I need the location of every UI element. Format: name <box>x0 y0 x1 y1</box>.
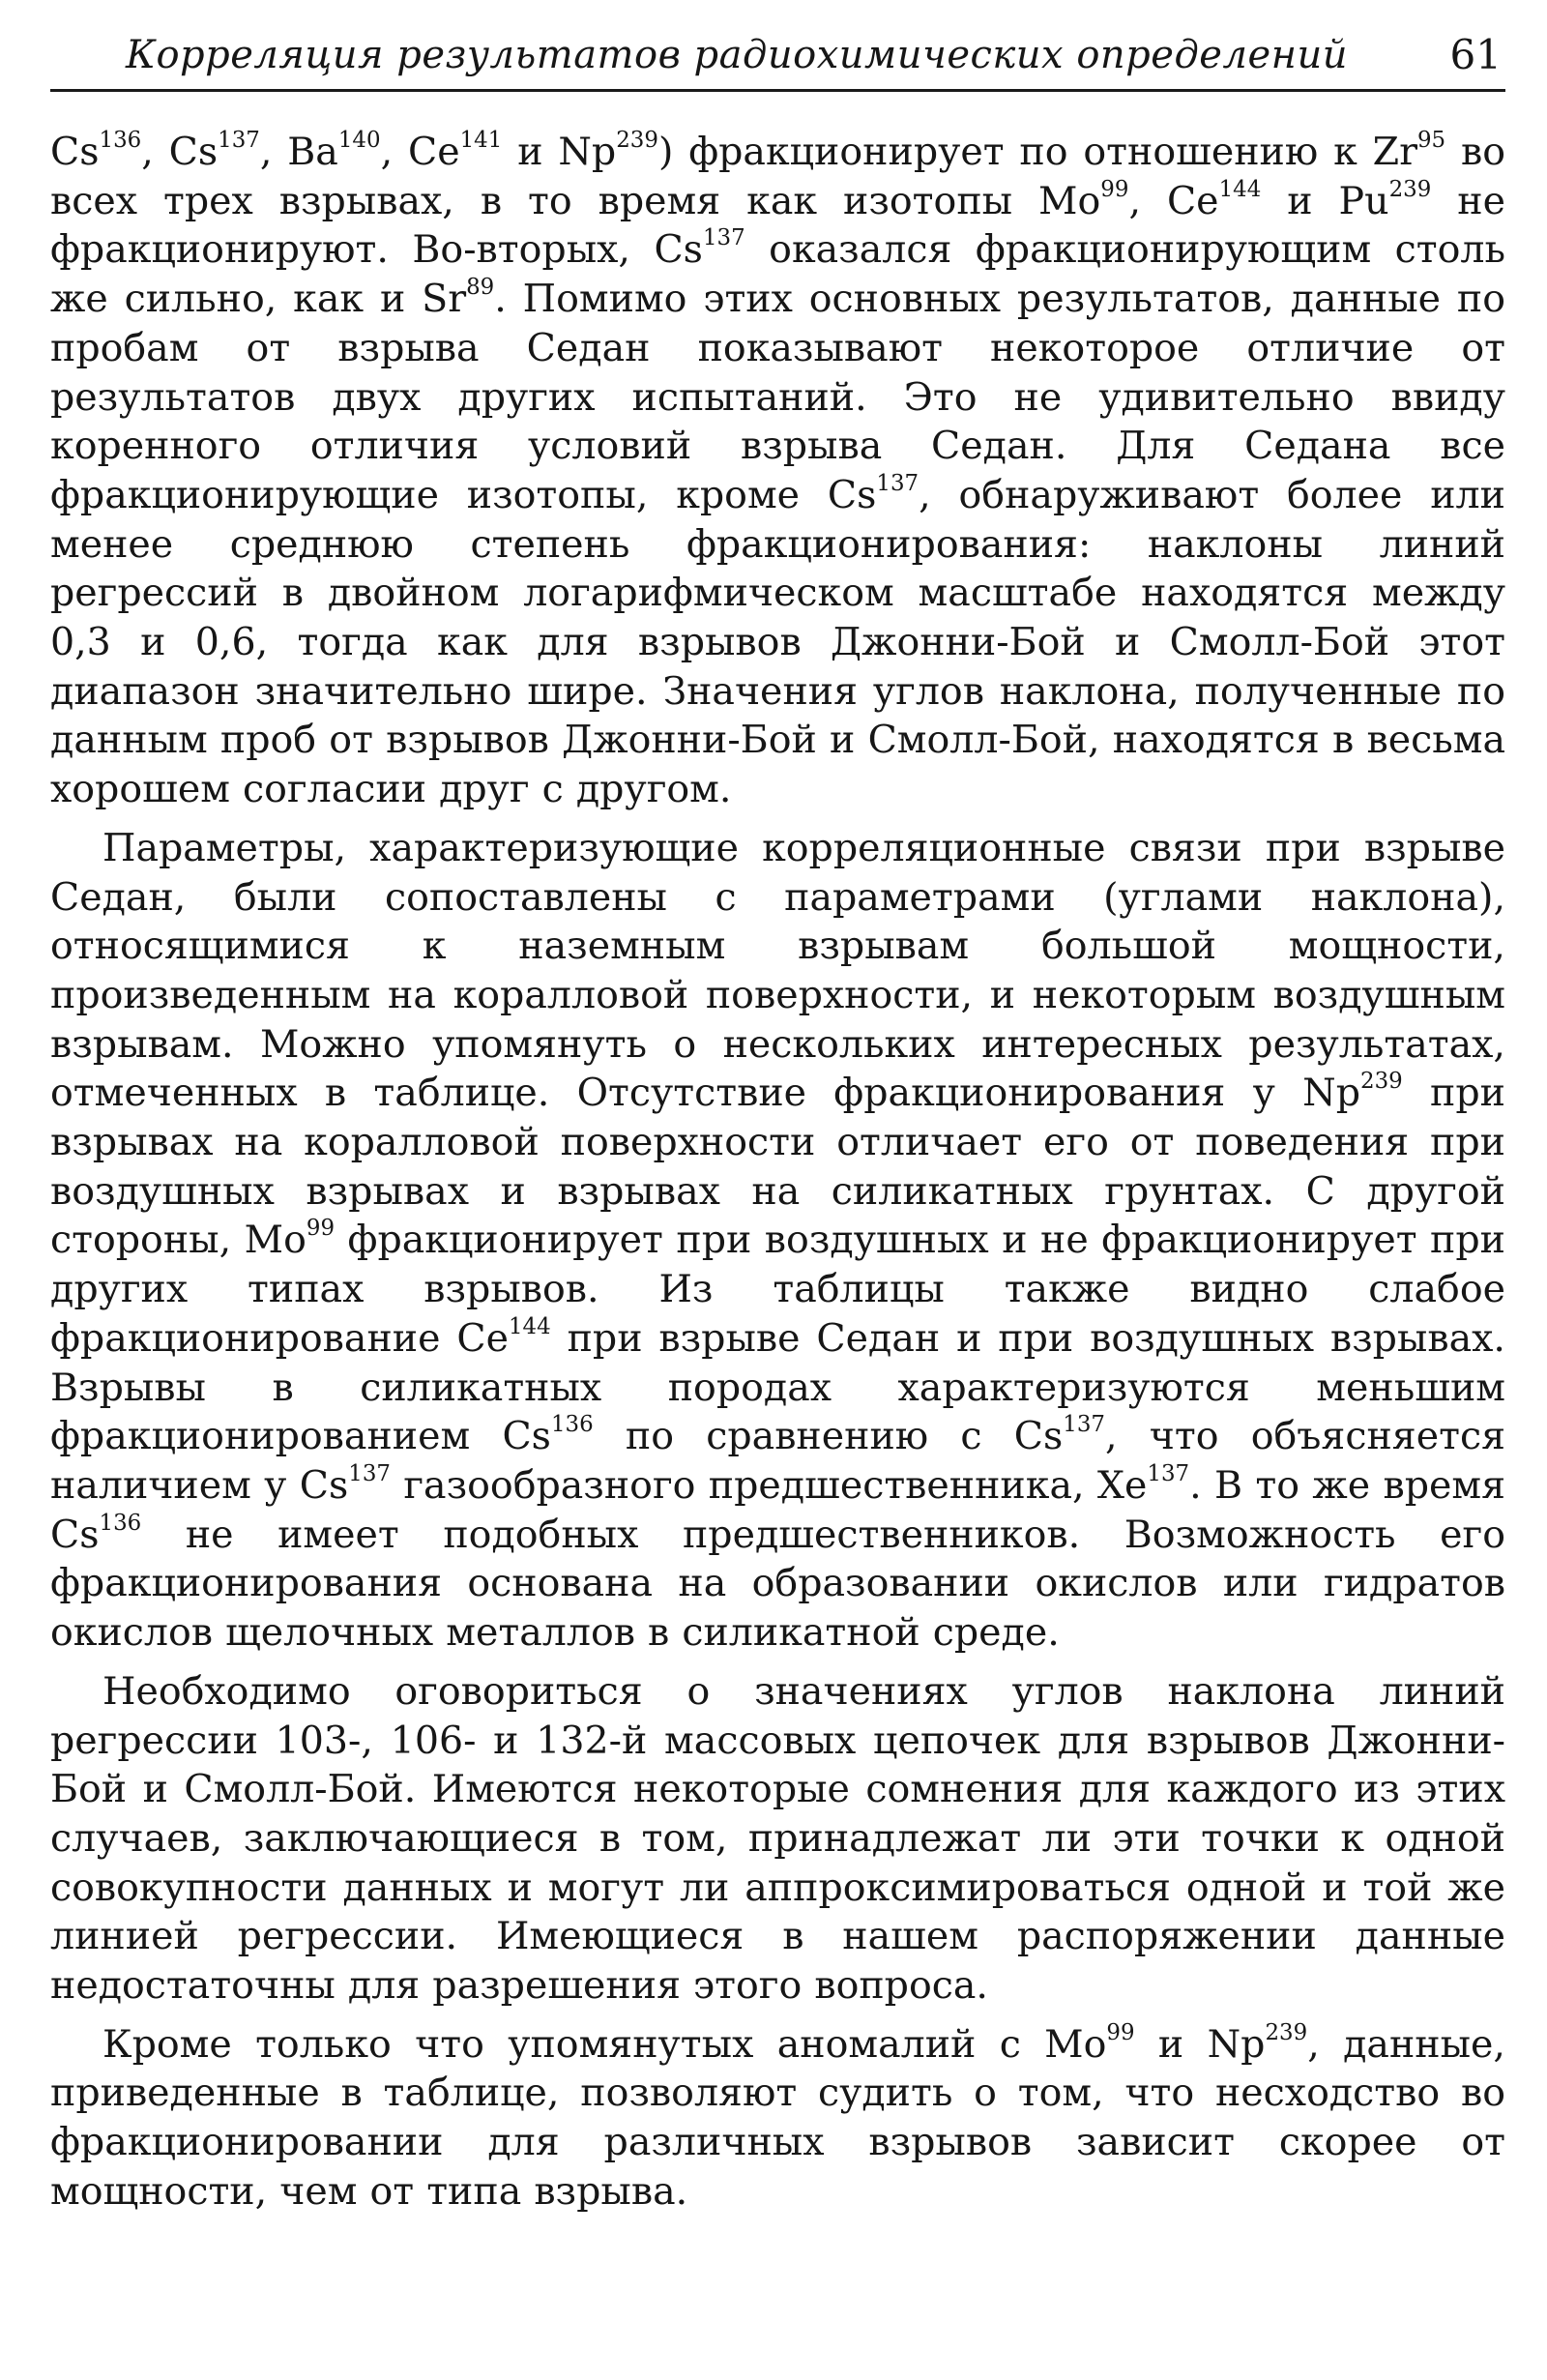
isotope-mass-number: 239 <box>1388 176 1432 202</box>
text-run: , что объясняется наличием у Cs <box>50 1414 1505 1508</box>
isotope-mass-number: 140 <box>337 128 381 154</box>
isotope-mass-number: 144 <box>508 1314 551 1340</box>
text-run: . Помимо этих основных результатов, данные по пробам от взрыва Седан показывают некоторое отличие от результатов двух других испытаний. Это не удивительно ввиду коренного отличия условий взрыва Седан. Для Седана все фракционирующие изотопы, кроме Cs <box>50 277 1505 517</box>
text-run: Необходимо оговориться о значениях углов наклона линий регрессии 103-, 106- и 132-й массовых цепочек для взрывов Джонни-Бой и Смолл-Бой. Имеются некоторые сомнения для каждого из этих случаев, заключающиеся в том, принадлежат ли эти точки к одной совокупности данных и могут ли аппроксимироваться одной и той же линией регрессии. Имеющиеся в нашем распоряжении данные недостаточны для разрешения этого вопроса. <box>50 1668 1505 2009</box>
isotope-mass-number: 137 <box>702 225 745 251</box>
text-run: , данные, приведенные в таблице, позволяют судить о том, что несходство во фракционировании для различных взрывов зависит скорее от мощности, чем от типа взрыва. <box>50 2021 1505 2214</box>
text-run: и Pu <box>1261 178 1389 223</box>
isotope-mass-number: 136 <box>99 1510 142 1536</box>
text-run: не фракционируют. Во-вторых, Cs <box>50 178 1505 273</box>
text-run: фракционирует при воздушных и не фракционирует при других типах взрывов. Из таблицы также видно слабое фракционирование Ce <box>50 1218 1505 1361</box>
isotope-mass-number: 99 <box>1106 2019 1135 2045</box>
text-run: при взрывах на коралловой поверхности отличает его от поведения при воздушных взрывах и взрывах на силикатных грунтах. С другой стороны, Mo <box>50 1071 1505 1263</box>
text-run: и Np <box>1134 2021 1266 2067</box>
isotope-mass-number: 137 <box>218 128 260 154</box>
text-run: газообразного предшественника, Xe <box>391 1462 1148 1508</box>
isotope-mass-number: 239 <box>616 128 658 154</box>
text-run: ) фракционирует по отношению к Zr <box>657 130 1417 174</box>
body-text <box>50 128 1505 2217</box>
paragraph <box>50 1667 1505 2011</box>
isotope-mass-number: 136 <box>550 1412 594 1438</box>
text-run: , Cs <box>141 130 219 174</box>
text-run: не имеет подобных предшественников. Возможность его фракционирования основана на образовании окислов или гидратов окислов щелочных металлов в силикатной среде. <box>50 1512 1505 1656</box>
isotope-mass-number: 239 <box>1265 2019 1308 2045</box>
running-header <box>50 29 1505 92</box>
text-run: , Ce <box>1128 178 1219 223</box>
isotope-mass-number: 136 <box>99 128 142 154</box>
isotope-mass-number: 99 <box>1100 176 1129 202</box>
isotope-mass-number: 95 <box>1416 128 1446 154</box>
page-number: 61 <box>1449 31 1502 78</box>
text-run: , обнаруживают более или менее среднюю степень фракционирования: наклоны линий регрессий в двойном логарифмическом масштабе находятся между 0,3 и 0,6, тогда как для взрывов Джонни-Бой и Смолл-Бой этот диапазон значительно шире. Значения углов наклона, полученные по данным проб от взрывов Джонни-Бой и Смолл-Бой, находятся в весьма хорошем согласии друг с другом. <box>50 472 1505 812</box>
text-run: по сравнению с Cs <box>593 1414 1064 1459</box>
isotope-mass-number: 89 <box>466 275 495 301</box>
text-run: , Ce <box>380 130 460 174</box>
isotope-mass-number: 99 <box>306 1216 336 1242</box>
isotope-mass-number: 137 <box>348 1461 391 1487</box>
text-run: Параметры, характеризующие корреляционные связи при взрыве Седан, были сопоставлены с параметрами (углами наклона), относящимися к наземным взрывам большой мощности, произведенным на коралловой поверхности, и некоторым воздушным взрывам. Можно упомянуть о нескольких интересных результатах, отмеченных в таблице. Отсутствие фракционирования у Np <box>50 825 1505 1116</box>
paragraph <box>50 2020 1505 2217</box>
text-run: оказался фракционирующим столь же сильно, как и Sr <box>50 227 1505 322</box>
text-run: Кроме только что упомянутых аномалий с Mo <box>102 2021 1107 2067</box>
isotope-mass-number: 141 <box>459 128 503 154</box>
text-run: , Ba <box>259 130 338 174</box>
text-run: Cs <box>50 130 100 174</box>
paragraph <box>50 128 1505 814</box>
isotope-mass-number: 137 <box>1063 1412 1105 1438</box>
isotope-mass-number: 137 <box>876 471 919 497</box>
text-run: при взрыве Седан и при воздушных взрывах. Взрывы в силикатных породах характеризуются меньшим фракционированием Cs <box>50 1315 1505 1459</box>
text-run: во всех трех взрывах, в то время как изотопы Mo <box>50 130 1505 223</box>
isotope-mass-number: 144 <box>1218 176 1262 202</box>
isotope-mass-number: 137 <box>1147 1461 1190 1487</box>
paragraph <box>50 824 1505 1658</box>
text-run: . В то же время Cs <box>50 1462 1505 1557</box>
header-title: Корреляция результатов радиохимических определений <box>125 33 1348 77</box>
isotope-mass-number: 239 <box>1360 1069 1403 1095</box>
text-run: и Np <box>502 130 617 174</box>
